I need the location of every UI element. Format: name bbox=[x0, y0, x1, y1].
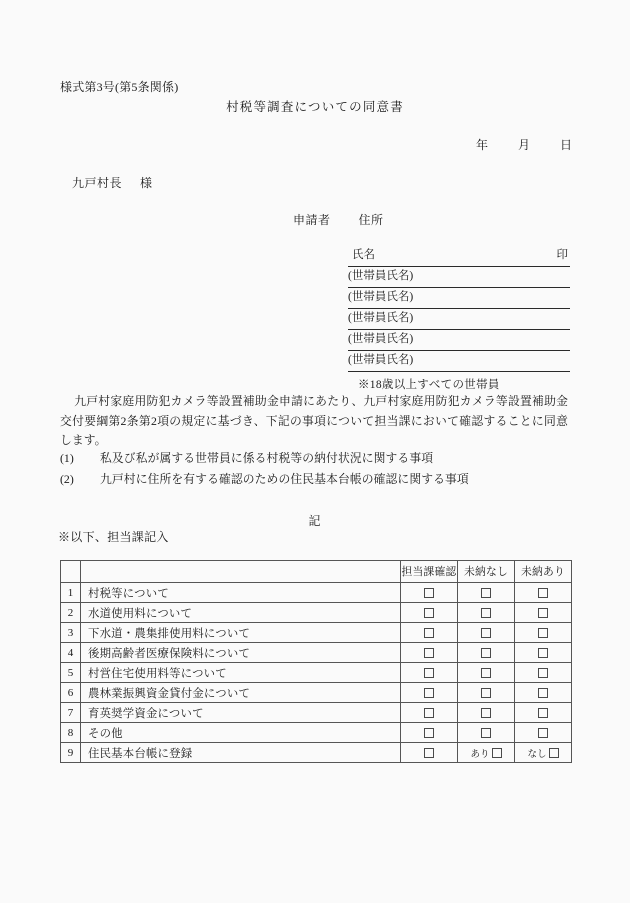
checkbox-cell-no-arrears[interactable] bbox=[458, 663, 515, 683]
row-item: 村税等について bbox=[81, 583, 401, 603]
checkbox-icon[interactable] bbox=[481, 588, 491, 598]
list-item-text: 私及び私が属する世帯員に係る村税等の納付状況に関する事項 bbox=[100, 451, 434, 465]
row-item: 農林業振興資金貸付金について bbox=[81, 683, 401, 703]
checkbox-cell-has-arrears[interactable] bbox=[515, 623, 572, 643]
not-registered-label: なし bbox=[527, 749, 547, 760]
row-number: 7 bbox=[61, 703, 81, 723]
checkbox-cell-no-arrears[interactable] bbox=[458, 623, 515, 643]
household-member-line-3[interactable] bbox=[348, 309, 570, 330]
checkbox-cell-no-arrears[interactable] bbox=[458, 603, 515, 623]
checkbox-cell-has-arrears[interactable] bbox=[515, 663, 572, 683]
checkbox-icon[interactable] bbox=[424, 608, 434, 618]
checkbox-cell-staff[interactable] bbox=[401, 603, 458, 623]
checkbox-icon[interactable] bbox=[538, 608, 548, 618]
table-row bbox=[61, 623, 572, 643]
tax-check-table bbox=[60, 560, 572, 763]
table-body bbox=[61, 583, 572, 763]
household-member-line-5[interactable] bbox=[348, 351, 570, 372]
list-item bbox=[60, 469, 570, 489]
household-member-label: (世帯員氏名) bbox=[348, 291, 414, 303]
checkbox-cell-registered[interactable] bbox=[458, 743, 515, 763]
list-item-text: 九戸村に住所を有する確認のための住民基本台帳の確認に関する事項 bbox=[100, 472, 469, 486]
household-member-note: ※18歳以上すべての世帯員 bbox=[358, 379, 500, 391]
household-member-label: (世帯員氏名) bbox=[348, 333, 414, 345]
header-staff-confirm: 担当課確認 bbox=[401, 561, 458, 583]
checkbox-icon[interactable] bbox=[481, 648, 491, 658]
checkbox-cell-staff[interactable] bbox=[401, 663, 458, 683]
household-member-line-1[interactable] bbox=[348, 267, 570, 288]
checkbox-icon[interactable] bbox=[424, 708, 434, 718]
applicant-row bbox=[293, 211, 384, 228]
signature-name-line[interactable] bbox=[348, 246, 570, 267]
household-member-label: (世帯員氏名) bbox=[348, 354, 414, 366]
seal-label: 印 bbox=[556, 249, 568, 261]
table-row bbox=[61, 743, 572, 763]
registered-label: あり bbox=[470, 749, 490, 760]
header-number bbox=[61, 561, 81, 583]
checkbox-icon[interactable] bbox=[538, 648, 548, 658]
list-item bbox=[60, 448, 570, 468]
checkbox-cell-staff[interactable] bbox=[401, 623, 458, 643]
table-row bbox=[61, 683, 572, 703]
household-member-line-4[interactable] bbox=[348, 330, 570, 351]
row-number: 3 bbox=[61, 623, 81, 643]
table-row bbox=[61, 583, 572, 603]
checkbox-icon[interactable] bbox=[549, 748, 559, 758]
row-number: 8 bbox=[61, 723, 81, 743]
row-number: 4 bbox=[61, 643, 81, 663]
row-number: 6 bbox=[61, 683, 81, 703]
checkbox-cell-staff[interactable] bbox=[401, 723, 458, 743]
applicant-label: 申請者 bbox=[293, 213, 331, 227]
addressee bbox=[72, 174, 153, 191]
table-row bbox=[61, 663, 572, 683]
checkbox-icon[interactable] bbox=[481, 608, 491, 618]
checkbox-cell-no-arrears[interactable] bbox=[458, 583, 515, 603]
document-title: 村税等調査についての同意書 bbox=[226, 100, 404, 114]
signature-block bbox=[348, 246, 570, 392]
checkbox-cell-has-arrears[interactable] bbox=[515, 643, 572, 663]
addressee-honorific: 様 bbox=[140, 176, 153, 190]
checkbox-cell-not-registered[interactable] bbox=[515, 743, 572, 763]
row-number: 9 bbox=[61, 743, 81, 763]
checkbox-cell-has-arrears[interactable] bbox=[515, 723, 572, 743]
row-item: その他 bbox=[81, 723, 401, 743]
checkbox-icon[interactable] bbox=[424, 648, 434, 658]
household-member-line-2[interactable] bbox=[348, 288, 570, 309]
checkbox-cell-no-arrears[interactable] bbox=[458, 683, 515, 703]
checkbox-icon[interactable] bbox=[424, 588, 434, 598]
consent-paragraph bbox=[60, 392, 568, 451]
row-item: 後期高齢者医療保険料について bbox=[81, 643, 401, 663]
list-item-number: (2) bbox=[60, 472, 74, 486]
checkbox-icon[interactable] bbox=[538, 628, 548, 638]
header-no-arrears: 未納なし bbox=[458, 561, 515, 583]
checkbox-cell-staff[interactable] bbox=[401, 643, 458, 663]
checkbox-cell-has-arrears[interactable] bbox=[515, 603, 572, 623]
date-year-label: 年 bbox=[475, 138, 488, 152]
name-label: 氏名 bbox=[352, 249, 375, 261]
consent-items-list bbox=[60, 448, 570, 490]
table-row bbox=[61, 703, 572, 723]
consent-paragraph-text: 九戸村家庭用防犯カメラ等設置補助金申請にあたり、九戸村家庭用防犯カメラ等設置補助金交付要綱第2条第2項の規定に基づき、下記の事項について担当課において確認することに同意します。 bbox=[60, 394, 568, 447]
date-line bbox=[0, 136, 572, 153]
form-code: 様式第3号(第5条関係) bbox=[60, 80, 179, 94]
table-row bbox=[61, 603, 572, 623]
checkbox-icon[interactable] bbox=[481, 728, 491, 738]
checkbox-icon[interactable] bbox=[481, 708, 491, 718]
checkbox-icon[interactable] bbox=[481, 628, 491, 638]
date-month-label: 月 bbox=[517, 138, 530, 152]
household-member-label: (世帯員氏名) bbox=[348, 312, 414, 324]
checkbox-icon[interactable] bbox=[538, 668, 548, 678]
table-row bbox=[61, 643, 572, 663]
checkbox-icon[interactable] bbox=[424, 668, 434, 678]
checkbox-cell-no-arrears[interactable] bbox=[458, 723, 515, 743]
row-item: 下水道・農集排使用料について bbox=[81, 623, 401, 643]
checkbox-cell-staff[interactable] bbox=[401, 683, 458, 703]
checkbox-icon[interactable] bbox=[538, 728, 548, 738]
checkbox-icon[interactable] bbox=[538, 688, 548, 698]
row-item: 水道使用料について bbox=[81, 603, 401, 623]
row-item: 住民基本台帳に登録 bbox=[81, 743, 401, 763]
checkbox-cell-staff[interactable] bbox=[401, 703, 458, 723]
list-item-number: (1) bbox=[60, 451, 74, 465]
checkbox-cell-staff[interactable] bbox=[401, 583, 458, 603]
checkbox-icon[interactable] bbox=[424, 728, 434, 738]
header-item bbox=[81, 561, 401, 583]
row-number: 2 bbox=[61, 603, 81, 623]
addressee-name: 九戸村長 bbox=[72, 176, 123, 190]
date-day-label: 日 bbox=[559, 138, 572, 152]
table-header-row bbox=[61, 561, 572, 583]
checkbox-cell-no-arrears[interactable] bbox=[458, 643, 515, 663]
header-has-arrears: 未納あり bbox=[515, 561, 572, 583]
checkbox-cell-staff[interactable] bbox=[401, 743, 458, 763]
checkbox-icon[interactable] bbox=[492, 748, 502, 758]
table-row bbox=[61, 723, 572, 743]
checkbox-icon[interactable] bbox=[424, 628, 434, 638]
checkbox-icon[interactable] bbox=[481, 688, 491, 698]
checkbox-icon[interactable] bbox=[538, 708, 548, 718]
checkbox-cell-has-arrears[interactable] bbox=[515, 583, 572, 603]
checkbox-icon[interactable] bbox=[538, 588, 548, 598]
checkbox-cell-no-arrears[interactable] bbox=[458, 703, 515, 723]
checkbox-cell-has-arrears[interactable] bbox=[515, 703, 572, 723]
checkbox-icon[interactable] bbox=[424, 748, 434, 758]
row-number: 1 bbox=[61, 583, 81, 603]
household-member-label: (世帯員氏名) bbox=[348, 270, 414, 282]
applicant-address-label: 住所 bbox=[358, 213, 384, 227]
row-item: 村営住宅使用料等について bbox=[81, 663, 401, 683]
staff-entry-note: ※以下、担当課記入 bbox=[58, 530, 169, 544]
checkbox-icon[interactable] bbox=[424, 688, 434, 698]
checkbox-icon[interactable] bbox=[481, 668, 491, 678]
row-number: 5 bbox=[61, 663, 81, 683]
row-item: 育英奨学資金について bbox=[81, 703, 401, 723]
ki-marker: 記 bbox=[308, 514, 322, 528]
checkbox-cell-has-arrears[interactable] bbox=[515, 683, 572, 703]
